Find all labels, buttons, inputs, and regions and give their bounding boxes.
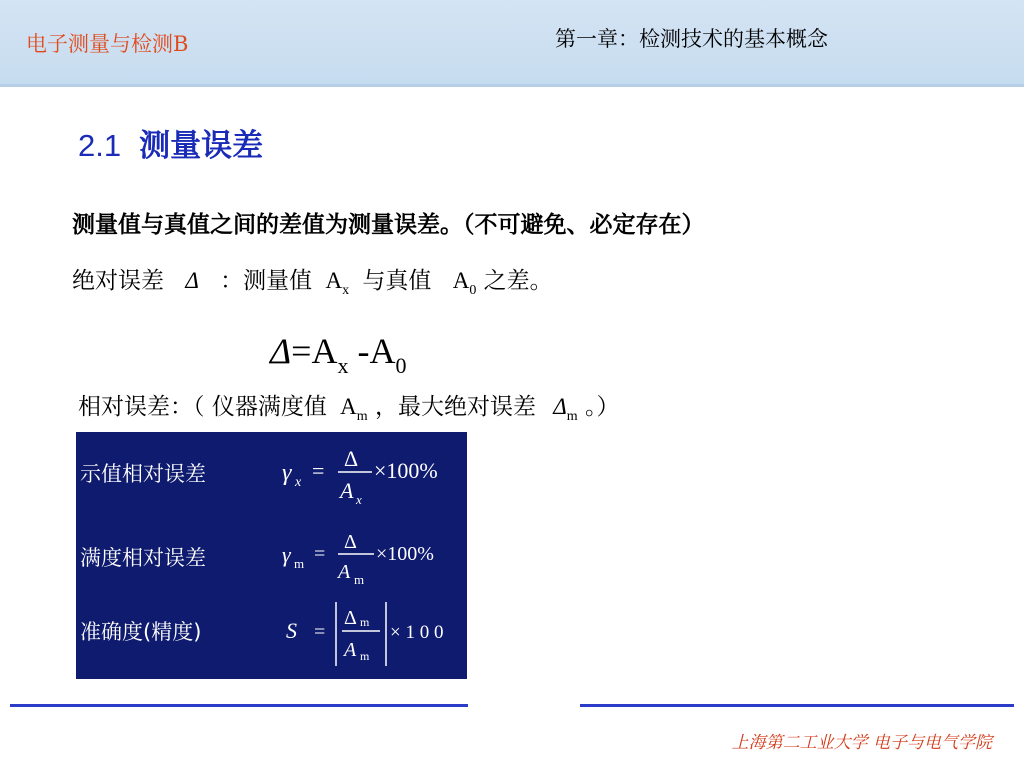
lhs-sub: m [294,556,305,571]
denominator-a: A [340,478,354,503]
numerator-sub: m [360,615,370,629]
formula-indicated-svg [276,432,466,512]
footer-divider-left [10,704,468,707]
formula-label: 满度相对误差 [80,546,206,570]
numerator-delta: Δ [344,446,359,471]
lhs-s: S [286,618,297,643]
am-sub: m [356,409,368,424]
formula-row-indicated [76,432,467,512]
formula-sub-0: 0 [395,353,407,378]
formula-fullscale-svg [276,518,466,598]
true-symbol: A [452,268,470,293]
numerator-delta: Δ [344,531,357,553]
formula-label: 示值相对误差 [80,462,206,486]
delta-symbol: Δ [185,268,199,293]
formula-delta: Δ [270,331,292,371]
relative-end: 。） [584,394,620,420]
am-symbol: A [340,394,357,419]
true-sub: 0 [469,283,477,298]
formula-box [76,432,467,679]
formula-accuracy-svg [276,596,466,676]
measured-symbol: A [325,268,343,293]
svg-text:=: = [314,543,326,565]
tail-text: ×100% [374,458,438,483]
dm-sub: m [566,409,578,424]
lhs-gamma: γ [282,460,292,486]
error-definition: 测量值与真值之间的差值为测量误差。（不可避免、必定存在） [72,212,705,238]
svg-text:=: = [312,458,325,483]
denominator-sub: m [354,572,365,587]
footer-divider-right [580,704,1014,707]
section-heading: 测量误差 [139,128,264,164]
absolute-error-desc-1: ：测量值 [220,268,313,294]
chapter-title: 第一章：检测技术的基本概念 [555,27,828,51]
formula-row-fullscale [76,518,467,598]
section-title [78,120,263,165]
formula-minus: -A [348,331,396,371]
lhs-sub: x [295,475,302,490]
formula-label: 准确度(精度) [80,620,202,644]
section-number: 2.1 [78,128,122,163]
formula-row-accuracy [76,596,467,676]
absolute-error-line [72,262,553,299]
lhs-gamma: γ [282,542,291,567]
denominator-sub: m [360,649,370,663]
denominator-a: A [338,561,351,583]
footer-institution: 上海第二工业大学 电子与电气学院 [731,733,992,753]
absolute-error-formula [270,330,406,379]
denominator-a: A [344,639,357,661]
relative-error-line [78,388,619,425]
denominator-sub: x [356,492,362,507]
dm-symbol: Δ [553,394,567,419]
slide-header [0,0,1024,87]
absolute-error-desc-2: 与真值 [362,268,432,294]
tail-text: × 1 0 0 [390,622,444,643]
formula-sub-x: x [337,353,349,378]
max-abs-error-label: ，最大绝对误差 [374,394,536,420]
instrument-full-scale: 仪器满度值 [211,394,327,420]
course-title: 电子测量与检测B [26,32,189,56]
relative-error-label: 相对误差：（ [78,394,205,420]
tail-text: ×100% [376,543,434,565]
absolute-error-label: 绝对误差 [72,268,164,294]
numerator-delta: Δ [344,607,357,629]
formula-eq: =A [291,331,338,371]
measured-sub: x [342,283,350,298]
svg-text:=: = [314,621,326,643]
absolute-error-desc-3: 之差。 [483,268,553,294]
